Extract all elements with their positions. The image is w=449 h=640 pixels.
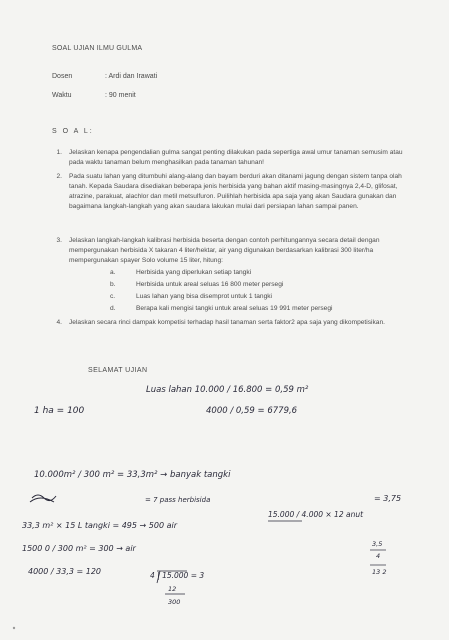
handwriting-300: 300 xyxy=(168,598,181,606)
subitem-letter: d. xyxy=(110,305,116,312)
question-text: Jelaskan kenapa pengendalian gulma sangat penting dilakukan pada sepertiga awal umur tanaman semusim atau pada waktu tanaman belum menghasilkan pada tanaman tahunan! xyxy=(69,149,403,166)
subitem-text: Luas lahan yang bisa disemprot untuk 1 tangki xyxy=(136,293,272,300)
subitem-letter: a. xyxy=(110,269,116,276)
handwriting-air: 1500 0 / 300 m² = 300 → air xyxy=(22,544,136,553)
time-label: Waktu xyxy=(52,92,72,99)
lecturer-value: : Ardi dan Irawati xyxy=(105,73,158,80)
exam-title: SOAL UJIAN ILMU GULMA xyxy=(52,45,143,52)
question-number: 3. xyxy=(56,237,62,244)
question-text: Jelaskan secara rinci dampak kompetisi terhadap hasil tanaman serta faktor2 apa saja yang dikompetisikan. xyxy=(69,319,385,326)
handwriting-water: 33,3 m² × 15 L tangki = 495 → 500 air xyxy=(22,521,177,530)
lecturer-label: Dosen xyxy=(52,73,73,80)
handwriting-pass: = 7 pass herbisida xyxy=(145,496,211,504)
subitem-text: Herbisida yang diperlukan setiap tangki xyxy=(136,269,252,276)
handwriting-fraction: 15.000 / 4.000 × 12 anut xyxy=(268,510,364,519)
soal-heading: S O A L: xyxy=(52,128,94,135)
handwriting-side-3: 13 2 xyxy=(372,568,387,576)
handwriting-side-2: 4 xyxy=(376,552,381,560)
subitem-text: Berapa kali mengisi tangki untuk areal seluas 19 991 meter persegi xyxy=(136,305,333,312)
handwriting-long-division: 4 | 15.000 = 3 xyxy=(150,571,205,580)
subitem-letter: c. xyxy=(110,293,116,300)
question-number: 1. xyxy=(56,149,62,156)
subitem-text: Herbisida untuk areal seluas 16 800 meter persegi xyxy=(136,281,284,288)
question-text: Jelaskan langkah-langkah kalibrasi herbisida beserta dengan contoh perhitungannya secara detail dengan mempergunakan herbisida X takaran 4 liter/hektar, air yang digunakan berdasarkan kalibrasi 300 liter/ha mempergunakan spayer Solo volume 15 liter, hitung: xyxy=(69,237,380,264)
handwriting-luas-lahan: Luas lahan 10.000 / 16.800 = 0,59 m² xyxy=(146,385,309,395)
handwriting-120: 4000 / 33,3 = 120 xyxy=(28,567,102,576)
handwriting-tanks: 10.000m² / 300 m² = 33,3m² → banyak tangki xyxy=(34,470,231,480)
question-number: 2. xyxy=(56,173,62,180)
handwriting-12: 12 xyxy=(168,585,177,593)
closing-text: SELAMAT UJIAN xyxy=(88,367,148,374)
question-text: Pada suatu lahan yang ditumbuhi alang-alang dan bayam berduri akan ditanami jagung dengan sistem tanpa olah tanah. Kepada Saudara disediakan beberapa jenis herbisida yang bahan aktif masing-masingnya 2,4-D, glifosat, atrazine, parakuat, alachlor dan metil metsulfuron. Puilihlah herbisida apa saja yang akan Saudara gunakan dan bagaimana langkah-langkah yang akan saudara lakukan mulai dari persiapan lahan sampai panen. xyxy=(69,173,402,210)
subitem-letter: b. xyxy=(110,281,116,288)
handwriting-side-1: 3,5 xyxy=(372,540,383,548)
handwriting-result: = 3,75 xyxy=(374,494,402,503)
handwriting-division: 4000 / 0,59 = 6779,6 xyxy=(206,406,298,416)
time-value: : 90 menit xyxy=(105,92,136,99)
handwriting-hectare: 1 ha = 100 xyxy=(34,406,85,416)
question-number: 4. xyxy=(56,319,62,326)
